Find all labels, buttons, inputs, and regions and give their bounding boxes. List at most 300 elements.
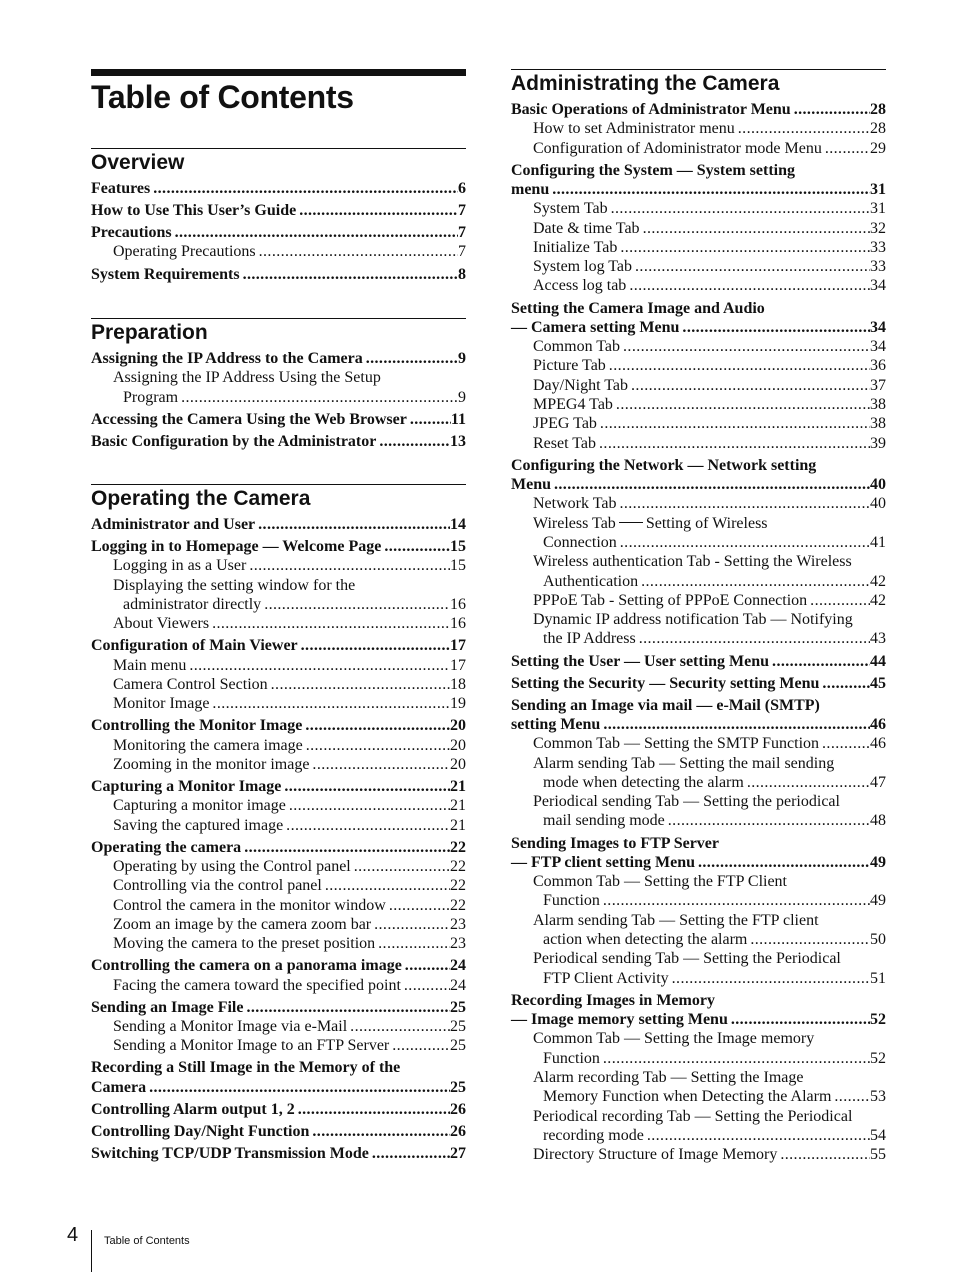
toc-subentry: [511, 773, 886, 792]
entry-title: Precautions: [91, 224, 172, 242]
page-number: 4: [67, 1224, 79, 1246]
toc-subentry: [91, 595, 466, 614]
toc-entry: [511, 991, 886, 1010]
toc-subentry: [91, 915, 466, 934]
page-ref: 15: [450, 538, 466, 556]
entry-title: Assigning the IP Address to the Camera: [91, 350, 363, 367]
page-ref: 26: [450, 1100, 466, 1118]
toc-entry-list: [91, 515, 466, 1163]
toc-subentry: [511, 811, 886, 830]
entry-title: Operating by using the Control panel: [113, 858, 351, 876]
page-ref: 38: [870, 396, 886, 414]
entry-title: MPEG4 Tab: [533, 396, 613, 414]
page-ref: 42: [870, 591, 886, 609]
dot-leader: [376, 432, 450, 451]
em-rule: [619, 522, 643, 523]
entry-title: Menu: [511, 476, 551, 494]
toc-subentry: [511, 533, 886, 552]
entry-title: Reset Tab: [533, 434, 597, 452]
entry-title: Alarm sending Tab — Setting the FTP client: [533, 911, 819, 929]
toc-subentry: [91, 816, 466, 835]
dot-leader: [401, 976, 450, 995]
toc-entry: [91, 956, 466, 975]
entry-title-continued: Setting of Wireless: [645, 514, 768, 532]
toc-subentry: [511, 891, 886, 910]
toc-subentry: [511, 139, 886, 158]
page-ref: 25: [450, 1037, 466, 1055]
entry-title: Directory Structure of Image Memory: [533, 1146, 778, 1164]
dot-leader: [363, 349, 458, 368]
dot-leader: [644, 1126, 870, 1145]
entry-title: — Image memory setting Menu: [511, 1011, 728, 1029]
dot-leader: [628, 376, 870, 395]
dot-leader: [620, 337, 870, 356]
dot-leader: [769, 652, 870, 671]
page-ref: 45: [870, 674, 886, 692]
entry-title: Controlling the camera on a panorama image: [91, 957, 402, 975]
toc-subentry: [511, 969, 886, 988]
dot-leader: [744, 773, 870, 792]
page-ref: 23: [450, 915, 466, 933]
page-ref: 42: [870, 572, 886, 590]
dot-leader: [807, 591, 870, 610]
toc-subentry: [91, 656, 466, 675]
entry-title: Facing the camera toward the specified point: [113, 976, 401, 994]
entry-title: Saving the captured image: [113, 816, 284, 834]
entry-title: Configuration of Main Viewer: [91, 637, 298, 655]
entry-title: Moving the camera to the preset position: [113, 935, 376, 953]
entry-title: Administrator and User: [91, 516, 256, 533]
footer-divider: [91, 1230, 92, 1272]
entry-title: Sending a Monitor Image via e-Mail: [113, 1018, 348, 1035]
toc-entry: [91, 410, 466, 429]
entry-title: Sending an Image File: [91, 998, 244, 1016]
toc-subentry: [511, 591, 886, 610]
page-ref: 21: [450, 778, 466, 796]
toc-entry: [91, 515, 466, 534]
entry-title: Camera Control Section: [113, 675, 268, 693]
entry-title: Common Tab — Setting the SMTP Function: [533, 735, 820, 753]
dot-leader: [283, 816, 450, 835]
dot-leader: [617, 238, 870, 257]
section-preparation: [91, 318, 466, 451]
dot-leader: [549, 180, 870, 199]
toc-subentry: [511, 949, 886, 968]
entry-title: administrator directly: [123, 595, 262, 613]
dot-leader: [600, 1049, 870, 1068]
toc-subentry: [91, 556, 466, 575]
toc-subentry: [511, 219, 886, 238]
dot-leader: [146, 1078, 450, 1097]
toc-entry: [511, 161, 886, 180]
dot-leader: [302, 716, 450, 735]
page-ref: 40: [870, 495, 886, 513]
dot-leader: [322, 876, 450, 895]
page-ref: 31: [870, 200, 886, 218]
entry-title: Picture Tab: [533, 357, 606, 375]
page-ref: 9: [458, 388, 466, 406]
page-ref: 47: [870, 773, 886, 791]
title-top-bar: [91, 69, 466, 76]
entry-title: mail sending mode: [543, 812, 665, 830]
toc-subentry: [511, 1145, 886, 1164]
toc-subentry: [91, 1036, 466, 1055]
page-ref: 17: [450, 637, 466, 655]
dot-leader: [831, 1087, 870, 1106]
section-operating-the-camera: [91, 484, 466, 1163]
toc-entry: [91, 636, 466, 655]
dot-leader: [640, 219, 870, 238]
dot-leader: [597, 414, 870, 433]
entry-title: Accessing the Camera Using the Web Browser: [91, 410, 407, 428]
toc-subentry: [511, 754, 886, 773]
page-ref: 13: [450, 432, 466, 450]
dot-leader: [246, 556, 450, 575]
page-ref: 6: [458, 180, 466, 197]
toc-subentry: [511, 238, 886, 257]
entry-title: Zoom an image by the camera zoom bar: [113, 915, 372, 933]
entry-title: Setting the Camera Image and Audio: [511, 299, 765, 317]
dot-leader: [178, 388, 458, 407]
page-ref: 50: [870, 931, 886, 949]
page-ref: 7: [458, 224, 466, 242]
dot-leader: [381, 537, 450, 556]
page-ref: 22: [450, 858, 466, 876]
entry-title: Setting the Security — Security setting Menu: [511, 674, 820, 692]
toc-subentry: [91, 576, 466, 595]
toc-entry-list: [511, 100, 886, 1164]
dot-leader: [407, 410, 451, 429]
dot-leader: [617, 533, 870, 552]
toc-entry: [511, 318, 886, 337]
toc-entry: [91, 179, 466, 198]
dot-leader: [389, 1036, 450, 1055]
dot-leader: [286, 796, 450, 815]
section-administrating-the-camera: [511, 69, 886, 1164]
toc-subentry: [91, 934, 466, 953]
toc-entry: [511, 456, 886, 475]
entry-title: Monitor Image: [113, 695, 210, 713]
toc-subentry: [511, 434, 886, 453]
toc-subentry: [511, 1049, 886, 1068]
toc-subentry: [511, 376, 886, 395]
dot-leader: [240, 265, 458, 284]
entry-title: Displaying the setting window for the: [113, 576, 356, 594]
toc-entry: [91, 537, 466, 556]
entry-title: Sending a Monitor Image to an FTP Server: [113, 1037, 390, 1055]
toc-entry: [91, 998, 466, 1017]
entry-title: System Requirements: [91, 265, 240, 283]
toc-entry: [511, 674, 886, 693]
page-ref: 40: [870, 476, 886, 494]
entry-title: How to Use This User’s Guide: [91, 202, 297, 220]
entry-title: — FTP client setting Menu: [511, 853, 695, 871]
dot-leader: [386, 896, 450, 915]
page-ref: 7: [458, 243, 466, 261]
page-title: Table of Contents: [91, 79, 354, 115]
page-ref: 19: [450, 695, 466, 713]
dot-leader: [243, 998, 450, 1017]
page-ref: 28: [870, 120, 886, 138]
page-ref: 49: [870, 853, 886, 871]
toc-entry: [91, 1058, 466, 1077]
dot-leader: [822, 139, 870, 158]
page-ref: 34: [870, 318, 886, 336]
dot-leader: [636, 629, 870, 648]
page-ref: 24: [450, 957, 466, 975]
entry-title: Dynamic IP address notification Tab — Notifying: [533, 611, 853, 629]
page-ref: 54: [870, 1126, 886, 1144]
entry-title: Camera: [91, 1078, 147, 1096]
page-ref: 29: [870, 139, 886, 157]
page-ref: 16: [450, 615, 466, 633]
toc-subentry: [511, 276, 886, 295]
entry-title: Recording a Still Image in the Memory of the: [91, 1059, 401, 1077]
entry-title: Features: [91, 180, 151, 197]
entry-title: action when detecting the alarm: [543, 931, 748, 949]
entry-title: Day/Night Tab: [533, 376, 629, 394]
page-ref: 52: [870, 1049, 886, 1067]
dot-leader: [728, 1010, 870, 1029]
entry-title: Logging in as a User: [113, 557, 247, 575]
entry-title: Recording Images in Memory: [511, 991, 715, 1009]
entry-title: Configuring the System — System setting: [511, 161, 795, 179]
entry-title: FTP Client Activity: [543, 969, 669, 987]
entry-title: System log Tab: [533, 258, 633, 276]
toc-entry: [91, 1100, 466, 1119]
toc-entry: [91, 838, 466, 857]
toc-entry: [511, 299, 886, 318]
entry-title: — Camera setting Menu: [511, 318, 680, 336]
toc-entry: [511, 475, 886, 494]
toc-subentry: [511, 1126, 886, 1145]
page-ref: 52: [870, 1011, 886, 1029]
dot-leader: [551, 475, 870, 494]
toc-subentry: [511, 629, 886, 648]
dot-leader: [608, 199, 870, 218]
entry-title: Logging in to Homepage — Welcome Page: [91, 538, 382, 556]
entry-title: Function: [543, 1049, 600, 1067]
dot-leader: [638, 572, 870, 591]
page-ref: 9: [458, 350, 466, 367]
toc-entry: [511, 652, 886, 671]
page-ref: 18: [450, 675, 466, 693]
page-ref: 46: [870, 715, 886, 733]
page-ref: 48: [870, 812, 886, 830]
entry-title: Control the camera in the monitor window: [113, 896, 386, 914]
page-ref: 14: [450, 516, 466, 533]
dot-leader: [172, 223, 458, 242]
dot-leader: [241, 838, 450, 857]
entry-title: Date & time Tab: [533, 219, 640, 237]
entry-title: Basic Operations of Administrator Menu: [511, 101, 791, 118]
page-ref: 38: [870, 415, 886, 433]
page-ref: 44: [870, 652, 886, 670]
toc-entry: [91, 1122, 466, 1141]
page-ref: 55: [870, 1146, 886, 1164]
dot-leader: [150, 179, 458, 198]
page-ref: 51: [870, 969, 886, 987]
entry-title: Controlling Alarm output 1, 2: [91, 1100, 295, 1118]
toc-entry: [511, 853, 886, 872]
toc-subentry: [511, 911, 886, 930]
section-heading: Overview: [91, 151, 185, 174]
page-ref: 16: [450, 595, 466, 613]
toc-subentry: [91, 755, 466, 774]
entry-title: Common Tab — Setting the Image memory: [533, 1030, 815, 1048]
section-heading: Preparation: [91, 321, 208, 344]
page-ref: 39: [870, 434, 886, 452]
dot-leader: [626, 276, 870, 295]
toc-subentry: [91, 857, 466, 876]
dot-leader: [777, 1145, 870, 1164]
entry-title: Alarm recording Tab — Setting the Image: [533, 1068, 804, 1086]
dot-leader: [303, 736, 450, 755]
entry-title: Connection: [543, 533, 617, 551]
dot-leader: [261, 595, 450, 614]
entry-title: Switching TCP/UDP Transmission Mode: [91, 1144, 369, 1162]
page-ref: 32: [870, 219, 886, 237]
entry-title: Configuring the Network — Network setting: [511, 456, 817, 474]
toc-entry: [91, 777, 466, 796]
toc-subentry: [511, 1068, 886, 1087]
entry-title: Capturing a monitor image: [113, 797, 286, 815]
toc-subentry: [511, 930, 886, 949]
entry-title: Zooming in the monitor image: [113, 755, 310, 773]
entry-title: Common Tab — Setting the FTP Client: [533, 873, 787, 891]
page-ref: 11: [450, 410, 466, 428]
dot-leader: [209, 694, 450, 713]
page-ref: 28: [870, 101, 886, 118]
dot-leader: [255, 515, 450, 534]
toc-subentry: [511, 610, 886, 629]
dot-leader: [295, 1100, 450, 1119]
entry-title: the IP Address: [543, 630, 636, 648]
entry-title: setting Menu: [511, 715, 601, 733]
dot-leader: [309, 1122, 450, 1141]
dot-leader: [296, 201, 458, 220]
dot-leader: [819, 674, 870, 693]
dot-leader: [819, 734, 870, 753]
entry-title: Network Tab: [533, 495, 617, 513]
dot-leader: [347, 1017, 450, 1036]
entry-title: JPEG Tab: [533, 415, 597, 433]
page-ref: 7: [458, 202, 466, 220]
page-ref: 34: [870, 338, 886, 356]
toc-subentry: [511, 872, 886, 891]
dot-leader: [351, 857, 450, 876]
page-ref: 33: [870, 258, 886, 276]
entry-title: Function: [543, 892, 600, 910]
toc-entry: [91, 716, 466, 735]
dot-leader: [695, 853, 870, 872]
toc-entry: [511, 100, 886, 119]
page-ref: 46: [870, 735, 886, 753]
footer-label: Table of Contents: [104, 1235, 190, 1247]
page-ref: 25: [450, 998, 466, 1016]
entry-title: Program: [123, 388, 179, 406]
page-ref: 21: [450, 797, 466, 815]
page-ref: 53: [870, 1088, 886, 1106]
dot-leader: [600, 715, 870, 734]
toc-subentry: [91, 976, 466, 995]
page-ref: 20: [450, 755, 466, 773]
entry-title: Controlling the Monitor Image: [91, 717, 303, 735]
entry-title: Controlling Day/Night Function: [91, 1122, 310, 1140]
toc-subentry: [511, 356, 886, 375]
toc-subentry: [511, 734, 886, 753]
dot-leader: [669, 969, 870, 988]
entry-title: Setting the User — User setting Menu: [511, 652, 770, 670]
dot-leader: [281, 777, 450, 796]
entry-title: Main menu: [113, 656, 187, 674]
entry-title: Alarm sending Tab — Setting the mail sending: [533, 754, 835, 772]
entry-title: Controlling via the control panel: [113, 877, 322, 895]
dot-leader: [209, 614, 450, 633]
toc-entry: [511, 715, 886, 734]
toc-entry: [91, 201, 466, 220]
section-heading: Operating the Camera: [91, 487, 311, 510]
toc-subentry: [511, 395, 886, 414]
dot-leader: [402, 956, 450, 975]
section-overview: [91, 148, 466, 284]
toc-entry: [91, 432, 466, 451]
entry-title: Sending Images to FTP Server: [511, 834, 719, 852]
toc-subentry: [91, 614, 466, 633]
dot-leader: [309, 755, 450, 774]
dot-leader: [375, 934, 450, 953]
toc-subentry: [511, 337, 886, 356]
toc-subentry: [511, 572, 886, 591]
toc-subentry: [91, 796, 466, 815]
dot-leader: [298, 636, 450, 655]
page-ref: 17: [450, 656, 466, 674]
entry-title: Sending an Image via mail — e-Mail (SMTP): [511, 696, 820, 714]
entry-title: Periodical sending Tab — Setting the periodical: [533, 793, 840, 811]
toc-subentry: [91, 896, 466, 915]
toc-subentry: [511, 1107, 886, 1126]
page-ref: 23: [450, 935, 466, 953]
entry-title: Configuration of Adoministrator mode Menu: [533, 139, 822, 157]
page-ref: 34: [870, 277, 886, 295]
dot-leader: [632, 257, 870, 276]
page-ref: 15: [450, 557, 466, 575]
page-ref: 22: [450, 896, 466, 914]
entry-title: Operating the camera: [91, 838, 242, 856]
page-ref: 33: [870, 238, 886, 256]
dot-leader: [256, 242, 458, 261]
toc-subentry: [511, 414, 886, 433]
page-ref: 22: [450, 838, 466, 856]
page-ref: 37: [870, 376, 886, 394]
dot-leader: [665, 811, 870, 830]
dot-leader: [268, 675, 450, 694]
page-ref: 27: [450, 1144, 466, 1162]
toc-subentry: [511, 552, 886, 571]
dot-leader: [613, 395, 870, 414]
entry-title: Basic Configuration by the Administrator: [91, 432, 377, 450]
entry-title: Authentication: [543, 572, 639, 590]
page-ref: 49: [870, 892, 886, 910]
entry-title: Periodical sending Tab — Setting the Periodical: [533, 950, 841, 968]
page-ref: 20: [450, 717, 466, 735]
dot-leader: [371, 915, 450, 934]
page-ref: 43: [870, 630, 886, 648]
entry-title: mode when detecting the alarm: [543, 773, 744, 791]
toc-entry: [511, 1010, 886, 1029]
toc-entry: [511, 696, 886, 715]
toc-subentry: [91, 694, 466, 713]
